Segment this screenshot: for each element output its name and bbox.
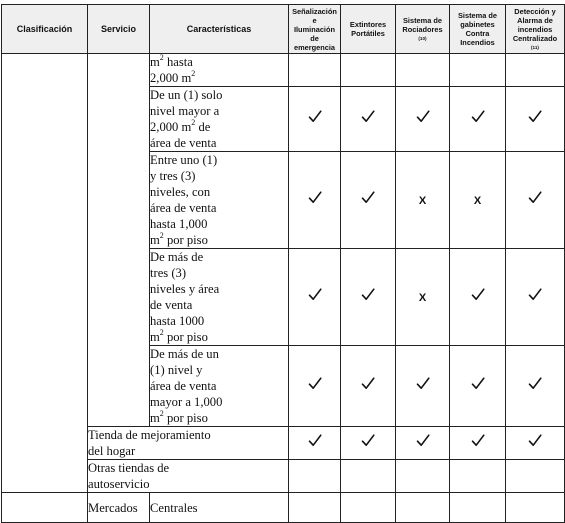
check-icon [471,110,485,123]
mark-cell [396,87,450,152]
mark-cell [289,346,341,427]
mark-cell [289,249,341,346]
check-icon [416,110,430,123]
header-row [2,5,565,54]
check-icon [416,434,430,447]
header-clasificacion: Clasificación [2,5,88,54]
check-icon [528,288,542,301]
check-icon [528,110,542,123]
x-mark: X [418,292,427,304]
header-caracteristicas: Características [150,5,289,54]
mark-cell [341,87,396,152]
mark-cell [341,249,396,346]
caracteristicas-cell: De un (1) solo nivel mayor a 2,000 $m^2$ de área de venta [150,87,289,152]
mark-cell [289,152,341,249]
x-mark: X [418,195,427,207]
check-icon [308,434,322,447]
check-icon [361,191,375,204]
check-icon [361,377,375,390]
check-icon [308,191,322,204]
servicio-cell [88,54,150,427]
header-gabinetes: Sistema de gabinetes Contra Incendios [450,5,506,54]
header-senalizacion: Señalización e Iluminación de emergencia [289,5,341,54]
check-icon [471,288,485,301]
check-icon [528,191,542,204]
header-servicio: Servicio [88,5,150,54]
x-mark: X [473,195,482,207]
check-icon [528,377,542,390]
table-row [2,54,565,87]
caracteristicas-cell: Centrales [150,493,289,523]
mark-cell [396,346,450,427]
mark-cell [341,346,396,427]
caracteristicas-cell: De más de un (1) nivel y área de venta mayor a 1,000 $m^2$ por piso [150,346,289,427]
check-icon [361,434,375,447]
caracteristicas-cell: De más de tres (3) niveles y área de venta hasta 1000 $m^2$ por piso [150,249,289,346]
mark-cell [506,152,565,249]
servicio-cell: Otras tiendas de autoservicio [88,460,289,493]
check-icon [471,434,485,447]
check-icon [308,110,322,123]
mark-cell [506,249,565,346]
check-icon [416,377,430,390]
servicio-cell: Mercados [88,493,150,523]
check-icon [471,377,485,390]
mark-cell [450,346,506,427]
mark-cell [450,87,506,152]
mark-cell [506,346,565,427]
clasificacion-cell [2,493,88,523]
mark-cell [396,152,450,249]
servicio-cell: Tienda de mejoramiento del hogar [88,427,289,460]
header-extintores: Extintores Portátiles [341,5,396,54]
check-icon [528,434,542,447]
check-icon [308,288,322,301]
fire-safety-requirements-table [1,4,565,523]
mark-cell [450,152,506,249]
header-deteccion: Detección y Alarma de incendios Centralizado (11) [506,5,565,54]
mark-cell [396,249,450,346]
mark-cell [450,427,506,460]
table-row [2,493,565,523]
check-icon [308,377,322,390]
check-icon [361,288,375,301]
header-rociadores: Sistema de Rociadores (10) [396,5,450,54]
mark-cell [289,87,341,152]
check-icon [361,110,375,123]
mark-cell [341,427,396,460]
mark-cell [450,249,506,346]
mark-cell [506,87,565,152]
caracteristicas-cell: $m^2$ hasta 2,000 $m^2$ [150,54,289,87]
mark-cell [289,427,341,460]
mark-cell [506,427,565,460]
mark-cell [341,152,396,249]
clasificacion-cell [2,54,88,493]
mark-cell [396,427,450,460]
caracteristicas-cell: Entre uno (1) y tres (3) niveles, con área de venta hasta 1,000 $m^2$ por piso [150,152,289,249]
